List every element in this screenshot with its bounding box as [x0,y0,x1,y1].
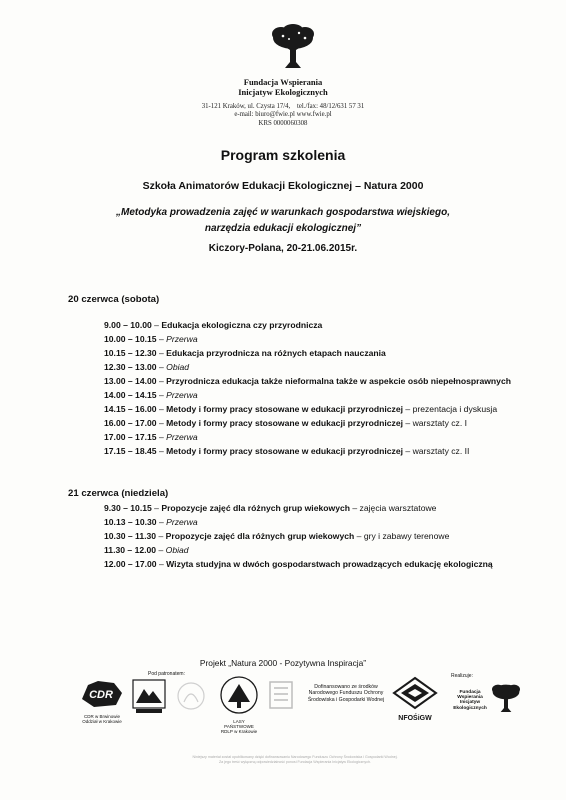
schedule-row: 17.15 – 18.45 – Metody i formy pracy stosowane w edukacji przyrodniczej – warsztaty cz. II [104,446,470,456]
schedule-row: 14.15 – 16.00 – Metody i formy pracy stosowane w edukacji przyrodniczej – prezentacja i dyskusja [104,404,498,414]
activity: Wizyta studyjna w dwóch gospodarstwach prowadzących edukację ekologiczną [166,559,493,569]
faint-emblem-icon [268,680,294,710]
time: 9.00 – 10.00 [104,320,152,330]
time: 10.13 – 10.30 [104,517,157,527]
activity-detail: – warsztaty cz. I [403,418,468,428]
activity: Edukacja przyrodnicza na różnych etapach nauczania [166,348,386,358]
time: 10.00 – 10.15 [104,334,157,344]
activity: Propozycje zajęć dla różnych grup wiekowych [161,503,350,513]
topic-line2: narzędzia edukacji ekologicznej” [204,223,362,234]
day-heading-saturday: 20 czerwca (sobota) [68,294,160,305]
patron-emblem-icon [132,679,166,715]
disclaimer-line1: Niniejszy materiał został opublikowany dzięki dofinansowaniu Narodowego Funduszu Ochrony Środowiska i Gospodarki Wodnej. [192,755,398,759]
schedule-row: 12.00 – 17.00 – Wizyta studyjna w dwóch gospodarstwach prowadzących edukację ekologiczną [104,559,493,569]
cdr-caption: CDR w Brwinowie Oddział w Krakowie [82,714,122,725]
faint-patron-icon [174,680,208,716]
activity-detail: – warsztaty cz. II [403,446,470,456]
implementer-label: Realizuje: [451,673,473,679]
organization-name [200,77,366,97]
time: 10.30 – 11.30 [104,531,157,541]
activity: Edukacja ekologiczna czy przyrodnicza [161,320,323,330]
fwie-caption: Fundacja Wspierania Inicjatyw Ekologicznych [453,690,487,711]
lasy-panstwowe-icon [218,676,260,714]
lasy-panstwowe-logo [218,676,260,735]
cdr-logo [80,679,124,723]
schedule-row: 9.00 – 10.00 – Edukacja ekologiczna czy przyrodnicza [104,320,323,330]
training-topic [60,205,506,237]
org-email: e-mail: biuro@fwie.pl www.fwie.pl [234,111,332,119]
nfosigw-logo [392,676,438,722]
activity: Metody i formy pracy stosowane w edukacji przyrodniczej [166,446,404,456]
activity-detail: – prezentacja i dyskusja [403,404,498,414]
time: 9.30 – 10.15 [104,503,152,513]
tree-logo-icon [269,24,317,70]
time: 10.15 – 12.30 [104,348,157,358]
schedule-row: 14.00 – 14.15 – Przerwa [104,390,198,400]
time: 17.00 – 17.15 [104,432,157,442]
activity: Przerwa [166,390,198,400]
funding-text: Dofinansowano ze środków Narodowego Funduszu Ochrony Środowiska i Gospodarki Wodnej [307,684,385,703]
schedule-row: 10.15 – 12.30 – Edukacja przyrodnicza na różnych etapach nauczania [104,348,386,358]
schedule-row: 9.30 – 10.15 – Propozycje zajęć dla różnych grup wiekowych – zajęcia warsztatowe [104,503,437,513]
time: 11.30 – 12.00 [104,545,157,555]
time: 16.00 – 17.00 [104,418,157,428]
schedule-row: 16.00 – 17.00 – Metody i formy pracy stosowane w edukacji przyrodniczej – warsztaty cz. I [104,418,468,428]
time: 12.30 – 13.00 [104,362,157,372]
time: 13.00 – 14.00 [104,376,157,386]
org-name-line1: Fundacja Wspierania [243,77,323,87]
activity: Przerwa [166,517,198,527]
day-heading-sunday: 21 czerwca (niedziela) [68,488,169,499]
organization-contact [170,103,396,128]
lasy-panstwowe-text: LASY PAŃSTWOWE [224,719,254,730]
org-name-line2: Inicjatyw Ekologicznych [238,87,328,97]
schedule-row: 10.30 – 11.30 – Propozycje zajęć dla różnych grup wiekowych – gry i zabawy terenowe [104,531,450,541]
time: 17.15 – 18.45 [104,446,157,456]
activity: Metody i formy pracy stosowane w edukacji przyrodniczej [166,404,404,414]
time: 14.15 – 16.00 [104,404,157,414]
activity: Obiad [166,362,190,372]
nfosigw-icon [392,676,438,710]
schedule-row: 12.30 – 13.00 – Obiad [104,362,190,372]
time: 12.00 – 17.00 [104,559,157,569]
schedule-row: 17.00 – 17.15 – Przerwa [104,432,198,442]
cdr-logo-icon [80,679,124,709]
patronage-label: Pod patronatem: [148,671,185,677]
place-date: Kiczory-Polana, 20-21.06.2015r. [208,243,358,254]
org-krs: KRS 0000060308 [258,119,308,127]
disclaimer [150,755,440,764]
page-title: Program szkolenia [220,147,346,163]
page-subtitle: Szkoła Animatorów Edukacji Ekologicznej – Natura 2000 [142,180,424,192]
schedule-row: 10.13 – 10.30 – Przerwa [104,517,198,527]
activity: Przerwa [166,432,198,442]
activity: Metody i formy pracy stosowane w edukacji przyrodniczej [166,418,404,428]
activity: Przyrodnicza edukacja także nieformalna także w aspekcie osób niepełnosprawnych [166,376,511,386]
activity: Obiad [165,545,189,555]
org-address: 31-121 Kraków, ul. Czysta 17/4, tel./fax: 48/12/631 57 31 [201,103,365,110]
lasy-caption: RDLP w Krakowie [220,729,258,735]
project-name: Projekt „Natura 2000 - Pozytywna Inspiracja” [199,658,367,668]
schedule-row: 13.00 – 14.00 – Przyrodnicza edukacja także nieformalna także w aspekcie osób niepełnosprawnych [104,376,511,386]
fwie-tree-icon [490,682,522,714]
topic-line1: „Metodyka prowadzenia zajęć w warunkach gospodarstwa wiejskiego, [116,207,450,218]
disclaimer-line2: Za jego treść wyłączną odpowiedzialność ponosi Fundacja Wspierania Inicjatyw Ekologicznych. [218,759,371,764]
activity-detail: – gry i zabawy terenowe [354,531,450,541]
activity: Propozycje zajęć dla różnych grup wiekowych [165,531,355,541]
time: 14.00 – 14.15 [104,390,157,400]
activity: Przerwa [166,334,198,344]
activity-detail: – zajęcia warsztatowe [350,503,437,513]
schedule-row: 11.30 – 12.00 – Obiad [104,545,189,555]
schedule-row: 10.00 – 10.15 – Przerwa [104,334,198,344]
cdr-logo-text: CDR [89,689,113,701]
nfosigw-text: NFOŚiGW [398,715,432,722]
